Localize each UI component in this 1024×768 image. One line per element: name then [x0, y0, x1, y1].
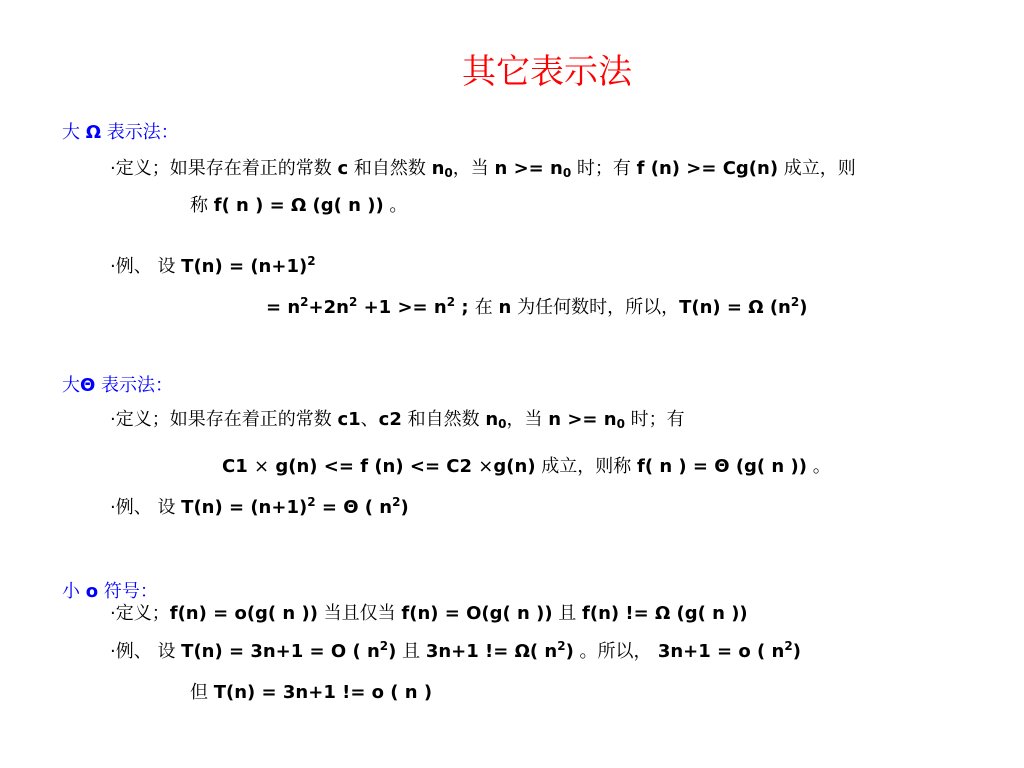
- superscript: 2: [307, 254, 316, 268]
- theta-heading: [62, 374, 173, 398]
- superscript: 2: [392, 495, 401, 509]
- text-segment: 在: [474, 297, 499, 318]
- math-segment: ): [792, 641, 801, 662]
- math-segment: n: [498, 297, 512, 318]
- text-segment: 当且仅当: [317, 603, 402, 624]
- text-segment: 称: [190, 195, 214, 216]
- text-segment: 时；有: [624, 409, 685, 430]
- text-segment: ·例、 设: [110, 497, 182, 518]
- theta-definition-line2: [222, 455, 831, 479]
- math-segment: 3n+1 != Ω( n: [425, 641, 558, 662]
- math-segment: = Θ ( n: [315, 497, 393, 518]
- theta-definition-line1: [110, 408, 685, 432]
- little-o-heading: [62, 580, 158, 604]
- superscript: 2: [307, 495, 316, 509]
- superscript: 2: [300, 295, 309, 309]
- math-segment: c: [337, 158, 349, 179]
- math-segment: ): [400, 497, 409, 518]
- math-segment: T(n) = (n+1): [181, 497, 308, 518]
- text-segment: ·定义；: [110, 603, 170, 624]
- superscript: 2: [784, 639, 793, 653]
- math-segment: C1: [222, 456, 255, 477]
- text-segment: ·定义；如果存在着正的常数: [110, 409, 338, 430]
- superscript: 2: [446, 295, 456, 309]
- text-segment: 且: [396, 641, 426, 662]
- page-title: 其它表示法: [462, 52, 632, 92]
- little-o-example-line2: [190, 681, 432, 705]
- text-segment: 和自然数: [401, 409, 486, 430]
- math-segment: +2n: [308, 297, 349, 318]
- math-segment: f( n ) = Ω (g( n )): [213, 195, 384, 216]
- times-symbol: ×: [478, 456, 494, 477]
- text-segment: ，当: [452, 158, 495, 179]
- math-segment: T(n) = (n+1): [181, 256, 308, 277]
- omega-heading-post: 表示法：: [101, 122, 179, 143]
- text-segment: 。: [383, 195, 408, 216]
- math-segment: n: [431, 158, 445, 179]
- math-segment: ): [388, 641, 397, 662]
- text-segment: 时；有: [571, 158, 637, 179]
- math-segment: f(n) = O(g( n )): [401, 603, 553, 624]
- math-segment: = n: [266, 297, 301, 318]
- superscript: 2: [557, 639, 566, 653]
- math-segment: T(n) = 3n+1 != o ( n ): [213, 682, 433, 703]
- theta-example-line1: [110, 496, 409, 520]
- math-segment: g(n): [493, 456, 536, 477]
- superscript: 2: [348, 295, 358, 309]
- subscript: 0: [616, 417, 625, 431]
- math-segment: ): [565, 641, 574, 662]
- omega-heading-symbol: Ω: [85, 122, 102, 143]
- little-o-example-line1: [110, 640, 801, 664]
- omega-definition-line1: [110, 157, 856, 181]
- math-segment: c2: [378, 409, 402, 430]
- math-segment: T(n) = Ω (n: [679, 297, 791, 318]
- math-segment: ): [799, 297, 808, 318]
- little-o-definition-line1: [110, 602, 748, 626]
- text-segment: 。所以，: [573, 641, 652, 662]
- math-segment: 3n+1 = o ( n: [651, 641, 785, 662]
- text-segment: 但: [190, 682, 214, 703]
- math-segment: f (n) >= Cg(n): [636, 158, 779, 179]
- theta-heading-pre: 大: [62, 375, 80, 396]
- text-segment: ，当: [506, 409, 549, 430]
- omega-example-line2: [266, 296, 807, 320]
- math-segment: c1: [337, 409, 361, 430]
- omega-heading: [62, 121, 179, 145]
- math-segment: +1 >= n: [357, 297, 447, 318]
- math-segment: f( n ) = Θ (g( n )): [637, 456, 807, 477]
- math-segment: n >= n: [494, 158, 563, 179]
- text-segment: ·例、 设: [110, 641, 182, 662]
- subscript: 0: [562, 166, 572, 180]
- superscript: 2: [379, 639, 389, 653]
- text-segment: ·例、 设: [110, 256, 182, 277]
- math-segment: n >= n: [548, 409, 617, 430]
- superscript: 2: [790, 295, 800, 309]
- theta-heading-post: 表示法：: [95, 375, 174, 396]
- math-segment: n: [485, 409, 499, 430]
- subscript: 0: [498, 417, 507, 431]
- text-segment: 和自然数: [348, 158, 432, 179]
- little-o-heading-post: 符号：: [98, 581, 158, 602]
- little-o-heading-symbol: o: [85, 581, 99, 602]
- little-o-heading-pre: 小: [62, 581, 86, 602]
- text-segment: 成立，则称: [535, 456, 637, 477]
- text-segment: 且: [552, 603, 583, 624]
- text-segment: 为任何数时，所以，: [511, 297, 680, 318]
- math-segment: f(n) != Ω (g( n )): [582, 603, 748, 624]
- math-segment: g(n) <= f (n) <= C2: [269, 456, 479, 477]
- text-segment: 成立，则: [778, 158, 856, 179]
- omega-heading-pre: 大: [62, 122, 86, 143]
- text-segment: 。: [806, 456, 831, 477]
- theta-heading-symbol: Θ: [80, 375, 96, 396]
- omega-example-line1: [110, 255, 316, 279]
- omega-definition-line2: [190, 194, 407, 218]
- math-segment: T(n) = 3n+1 = O ( n: [181, 641, 380, 662]
- math-segment: ;: [455, 297, 475, 318]
- text-segment: ·定义；如果存在着正的常数: [110, 158, 338, 179]
- times-symbol: ×: [254, 456, 270, 477]
- text-segment: 、: [360, 409, 379, 430]
- math-segment: f(n) = o(g( n )): [169, 603, 318, 624]
- subscript: 0: [444, 166, 453, 180]
